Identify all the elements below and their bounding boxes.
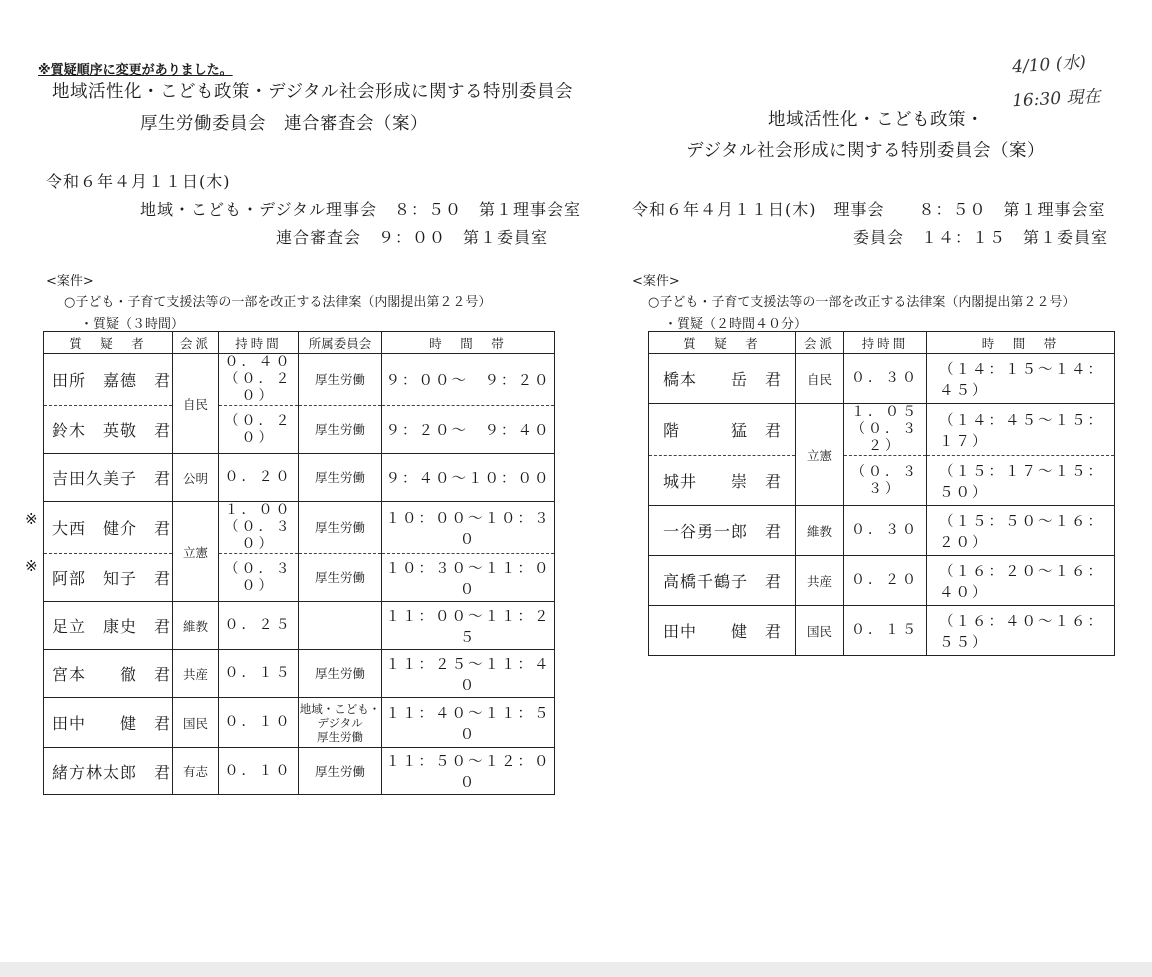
table-row: [44, 650, 555, 698]
questioner-name: 一谷勇一郎 君: [649, 506, 796, 556]
table-header-row: [649, 332, 1115, 354]
time-alloc: （０．２０）: [219, 406, 299, 454]
right-schedule-table: [648, 331, 1115, 656]
questioner-name: 高橋千鶴子 君: [649, 556, 796, 606]
party-cell: 共産: [173, 650, 219, 698]
left-meeting-joint: 連合審査会 ９：００ 第１委員室: [275, 228, 548, 247]
time-alloc: （０．３３）: [844, 456, 927, 506]
time-alloc: ０．３０: [844, 354, 927, 404]
table-row: [44, 454, 555, 502]
time-slot: （１５：１７～１５：５０）: [927, 456, 1115, 506]
right-title-line1: 地域活性化・こども政策・: [768, 110, 984, 130]
questioner-name: 吉田久美子 君: [44, 454, 173, 502]
handwritten-date: 4/10 (水): [1011, 52, 1087, 78]
handwritten-time: 16:30 現在: [1011, 86, 1101, 112]
time-slot: （１６：２０～１６：４０）: [927, 556, 1115, 606]
table-row: [44, 602, 555, 650]
questioner-name: 橋本 岳 君: [649, 354, 796, 404]
table-row: [44, 698, 555, 748]
change-mark: ※: [25, 510, 38, 528]
time-slot: １１：２５～１１：４０: [382, 650, 555, 698]
table-row: [44, 406, 555, 454]
questioner-name: 宮本 徹 君: [44, 650, 173, 698]
committee: [299, 602, 382, 650]
table-row: [649, 556, 1115, 606]
party-cell: 維教: [173, 602, 219, 650]
change-notice: ※質疑順序に変更がありました。: [38, 63, 233, 78]
committee: 厚生労働: [299, 406, 382, 454]
committee: 厚生労働: [299, 454, 382, 502]
time-slot: （１５：５０～１６：２０）: [927, 506, 1115, 556]
party-cell: 維教: [796, 506, 844, 556]
questioner-name: 田中 健 君: [649, 606, 796, 656]
questioner-name: 鈴木 英敬 君: [44, 406, 173, 454]
right-meeting-riji: 令和６年４月１１日(木) 理事会 ８：５０ 第１理事会室: [632, 200, 1106, 219]
table-row: [649, 506, 1115, 556]
time-alloc: ０．１５: [844, 606, 927, 656]
change-mark: ※: [25, 557, 38, 575]
time-alloc: ０．３０: [844, 506, 927, 556]
header-questioner: 質 疑 者: [649, 332, 796, 354]
right-title-line2: デジタル社会形成に関する特別委員会（案）: [686, 141, 1045, 161]
right-bill: ○子ども・子育て支援法等の一部を改正する法律案（内閣提出第２２号）: [648, 295, 1076, 310]
header-time-slot: 時 間 帯: [927, 332, 1115, 354]
time-alloc: ０．１０: [219, 748, 299, 795]
left-qa-duration: ・質疑（３時間）: [80, 317, 185, 332]
left-title-line2: 厚生労働委員会 連合審査会（案）: [140, 114, 428, 134]
committee: 地域・こども・ デジタル 厚生労働: [299, 698, 382, 748]
party-cell: 自民: [796, 354, 844, 404]
table-row: [649, 456, 1115, 506]
table-row: [44, 748, 555, 795]
table-row: [649, 354, 1115, 404]
time-alloc: ０．１０: [219, 698, 299, 748]
header-time-alloc: 持時間: [844, 332, 927, 354]
table-row: [44, 554, 555, 602]
header-time-slot: 時 間 帯: [382, 332, 555, 354]
questioner-name: 足立 康史 君: [44, 602, 173, 650]
time-slot: （１４：４５～１５：１７）: [927, 404, 1115, 456]
header-time-alloc: 持時間: [219, 332, 299, 354]
right-qa-duration: ・質疑（２時間４０分）: [664, 317, 808, 332]
time-slot: ９：００～ ９：２０: [382, 354, 555, 406]
party-cell: 国民: [173, 698, 219, 748]
time-alloc: ０．２０: [844, 556, 927, 606]
left-bill: ○子ども・子育て支援法等の一部を改正する法律案（内閣提出第２２号）: [64, 295, 492, 310]
left-agenda-header: <案件>: [46, 274, 94, 289]
table-row: [649, 606, 1115, 656]
table-header-row: [44, 332, 555, 354]
committee: 厚生労働: [299, 748, 382, 795]
left-meeting-riji: 地域・こども・デジタル理事会 ８：５０ 第１理事会室: [140, 200, 582, 219]
right-agenda-header: <案件>: [632, 274, 680, 289]
time-slot: １０：００～１０：３０: [382, 502, 555, 554]
party-cell: 立憲: [173, 502, 219, 602]
table-row: [44, 354, 555, 406]
questioner-name: 田所 嘉德 君: [44, 354, 173, 406]
header-committee: 所属委員会: [299, 332, 382, 354]
party-cell: 国民: [796, 606, 844, 656]
committee: 厚生労働: [299, 554, 382, 602]
party-cell: 有志: [173, 748, 219, 795]
right-meeting-committee: 委員会 １４：１５ 第１委員室: [852, 228, 1108, 247]
questioner-name: 阿部 知子 君: [44, 554, 173, 602]
questioner-name: 大西 健介 君: [44, 502, 173, 554]
committee: 厚生労働: [299, 650, 382, 698]
time-slot: （１６：４０～１６：５５）: [927, 606, 1115, 656]
header-party: 会派: [173, 332, 219, 354]
time-slot: （１４：１５～１４：４５）: [927, 354, 1115, 404]
time-alloc: ０．２０: [219, 454, 299, 502]
time-alloc: （０．３０）: [219, 554, 299, 602]
bottom-strip: [0, 962, 1152, 977]
party-cell: 公明: [173, 454, 219, 502]
left-schedule-table: [43, 331, 555, 795]
time-alloc: ０．４０ （０．２０）: [219, 354, 299, 406]
time-alloc: １．００ （０．３０）: [219, 502, 299, 554]
questioner-name: 田中 健 君: [44, 698, 173, 748]
left-title-line1: 地域活性化・こども政策・デジタル社会形成に関する特別委員会: [52, 82, 573, 102]
party-cell: 自民: [173, 354, 219, 454]
time-alloc: １．０５ （０．３２）: [844, 404, 927, 456]
table-row: [44, 502, 555, 554]
time-slot: ９：２０～ ９：４０: [382, 406, 555, 454]
time-slot: １１：００～１１：２５: [382, 602, 555, 650]
time-slot: １１：５０～１２：００: [382, 748, 555, 795]
table-row: [649, 404, 1115, 456]
party-cell: 共産: [796, 556, 844, 606]
time-slot: １１：４０～１１：５０: [382, 698, 555, 748]
header-party: 会派: [796, 332, 844, 354]
committee: 厚生労働: [299, 354, 382, 406]
time-slot: ９：４０～１０：００: [382, 454, 555, 502]
header-questioner: 質 疑 者: [44, 332, 173, 354]
time-slot: １０：３０～１１：００: [382, 554, 555, 602]
party-cell: 立憲: [796, 404, 844, 506]
questioner-name: 城井 崇 君: [649, 456, 796, 506]
questioner-name: 緒方林太郎 君: [44, 748, 173, 795]
time-alloc: ０．１５: [219, 650, 299, 698]
committee: 厚生労働: [299, 502, 382, 554]
left-date: 令和６年４月１１日(木): [46, 172, 231, 191]
questioner-name: 階 猛 君: [649, 404, 796, 456]
time-alloc: ０．２５: [219, 602, 299, 650]
